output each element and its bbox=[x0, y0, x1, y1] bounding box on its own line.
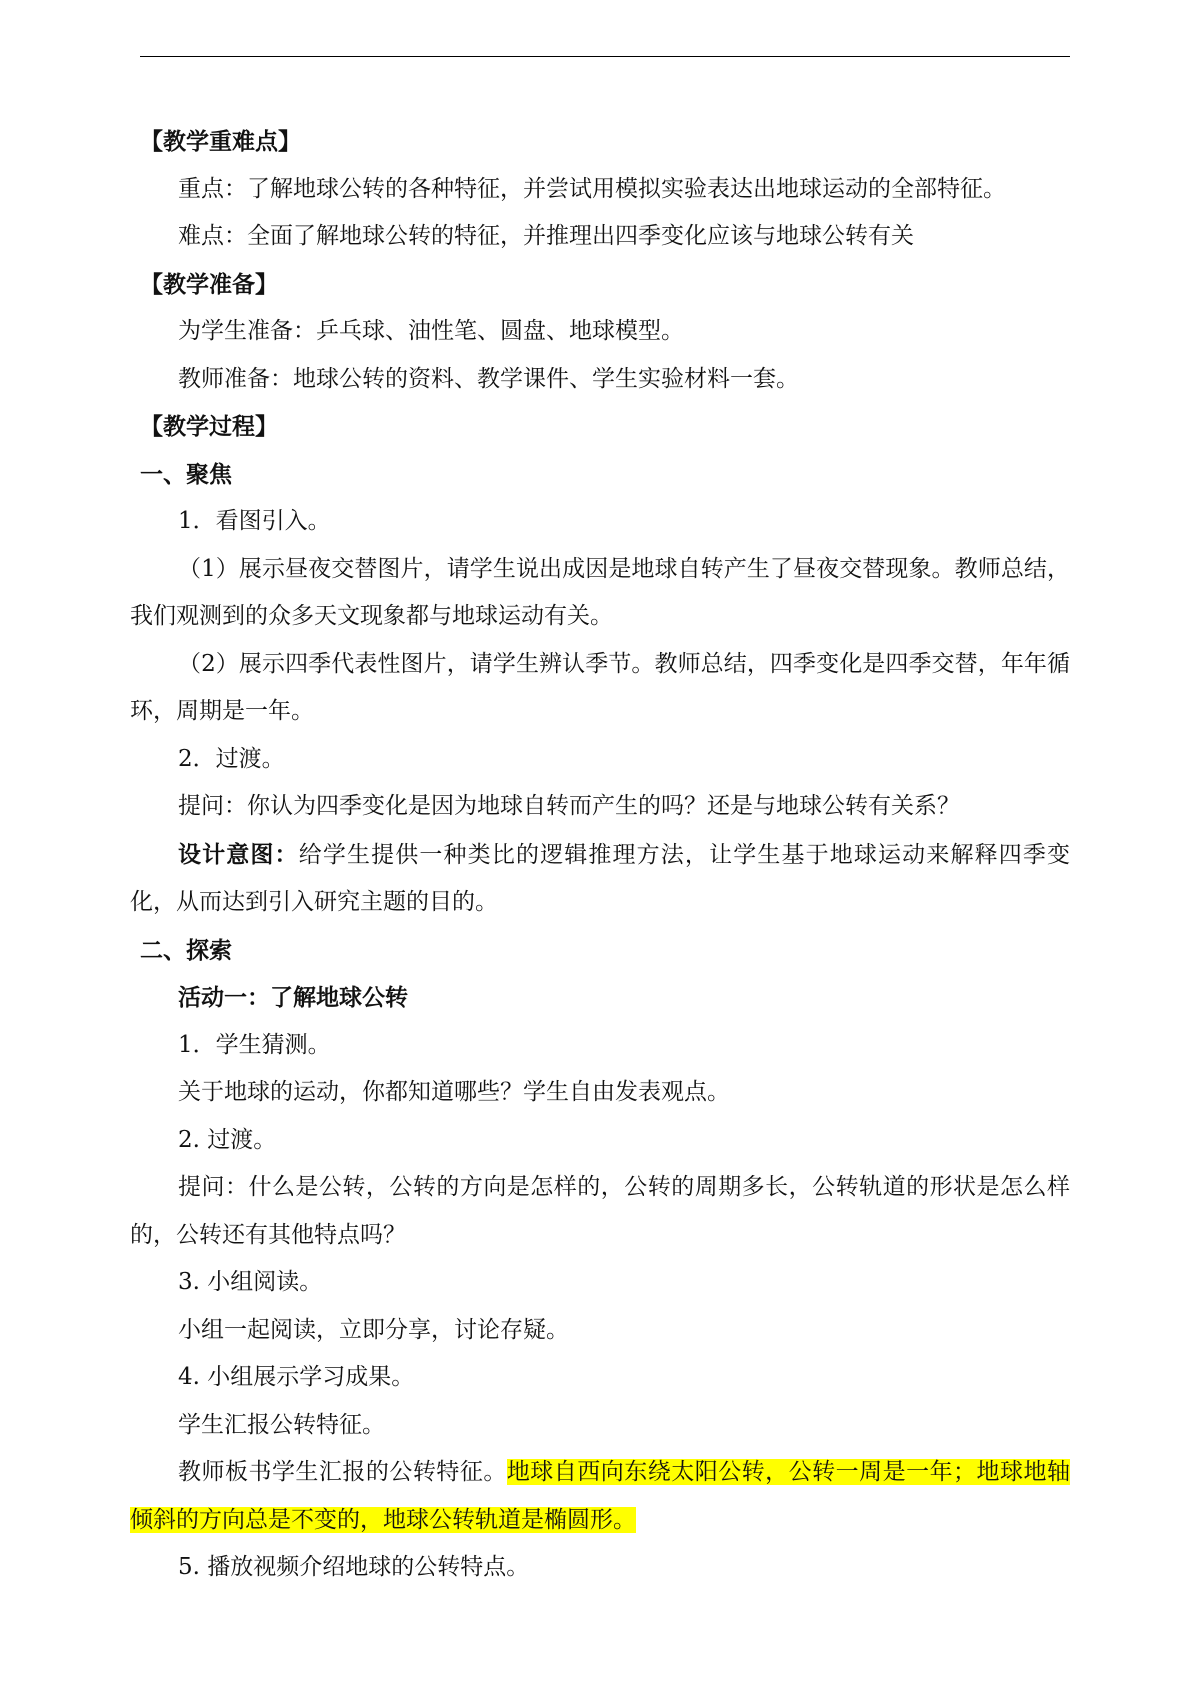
s1-sub2: （2）展示四季代表性图片，请学生辨认季节。教师总结，四季变化是四季交替，年年循环，周期是一年。 bbox=[130, 650, 1070, 724]
a1-board-highlight: 地球自西向东绕太阳公转，公转一周是一年；地球地轴倾斜的方向总是不变的，地球公转轨道是椭圆形。 bbox=[130, 1459, 1071, 1533]
s1-item2: 2．过渡。 bbox=[178, 745, 285, 772]
design-label: 设计意图： bbox=[178, 840, 299, 868]
prep-students: 为学生准备：乒乓球、油性笔、圆盘、地球模型。 bbox=[178, 318, 684, 344]
a1-item3: 3. 小组阅读。 bbox=[178, 1269, 323, 1295]
a1-item4: 4. 小组展示学习成果。 bbox=[178, 1364, 415, 1390]
a1-item5: 5. 播放视频介绍地球的公转特点。 bbox=[178, 1554, 530, 1580]
difficult-point: 难点：全面了解地球公转的特征，并推理出四季变化应该与地球公转有关 bbox=[178, 223, 914, 249]
heading-key-points: 【教学重难点】 bbox=[140, 128, 301, 155]
s1-question: 提问：你认为四季变化是因为地球自转而产生的吗？还是与地球公转有关系？ bbox=[178, 793, 960, 819]
section-1-title: 一、聚焦 bbox=[140, 460, 232, 488]
s1-sub1: （1）展示昼夜交替图片，请学生说出成因是地球自转产生了昼夜交替现象。教师总结，我们观测到的众多天文现象都与地球运动有关。 bbox=[130, 555, 1070, 629]
a1-item1-text: 关于地球的运动，你都知道哪些？学生自由发表观点。 bbox=[178, 1079, 730, 1105]
document-body bbox=[130, 118, 1070, 1592]
section-2-title: 二、探索 bbox=[140, 936, 232, 964]
a1-item1: 1．学生猜测。 bbox=[178, 1031, 331, 1058]
a1-board-summary bbox=[130, 1449, 1070, 1544]
a1-board-prefix: 教师板书学生汇报的公转特征。 bbox=[178, 1459, 507, 1485]
a1-question: 提问：什么是公转，公转的方向是怎样的，公转的周期多长，公转轨道的形状是怎么样的，公转还有其他特点吗？ bbox=[130, 1174, 1070, 1248]
header-rule bbox=[140, 56, 1070, 57]
heading-preparation: 【教学准备】 bbox=[140, 270, 278, 298]
key-point: 重点：了解地球公转的各种特征，并尝试用模拟实验表达出地球运动的全部特征。 bbox=[178, 175, 1006, 202]
design-intent bbox=[130, 831, 1070, 927]
a1-item4-text: 学生汇报公转特征。 bbox=[178, 1411, 385, 1438]
activity-1-title: 活动一：了解地球公转 bbox=[178, 984, 408, 1011]
prep-teacher: 教师准备：地球公转的资料、教学课件、学生实验材料一套。 bbox=[178, 365, 799, 392]
design-text: 给学生提供一种类比的逻辑推理方法，让学生基于地球运动来解释四季变化，从而达到引入研究主题的目的。 bbox=[130, 841, 1071, 915]
heading-process: 【教学过程】 bbox=[140, 413, 278, 440]
s1-item1: 1．看图引入。 bbox=[178, 508, 331, 534]
a1-item3-text: 小组一起阅读，立即分享，讨论存疑。 bbox=[178, 1316, 569, 1343]
a1-item2: 2. 过渡。 bbox=[178, 1126, 277, 1153]
